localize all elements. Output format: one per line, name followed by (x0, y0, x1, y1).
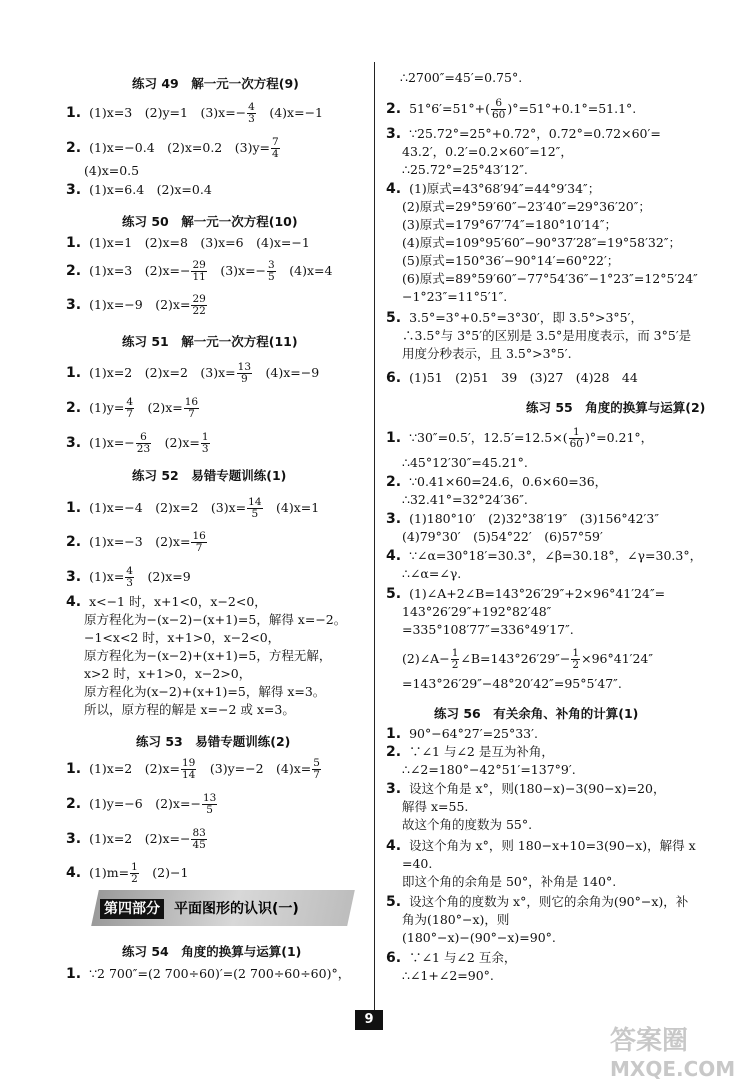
answer-51-2: 2. (1)y= $\frac{4}{7}$ (2)x= $\frac{16}{7}$ (66, 396, 199, 420)
answer-55-2-line2: ∴32.41°=32°24′36″. (402, 492, 528, 507)
answer-54-3: 3. ∵25.72°=25°+0.72°，0.72°=0.72×60′= (386, 126, 661, 142)
answer-49-2-cont: (4)x=0.5 (84, 163, 140, 178)
answer-52-4-line4: 原方程化为−(x−2)+(x+1)=5，方程无解， (84, 648, 332, 663)
answer-52-4: 4. x<−1 时，x+1<0，x−2<0， (66, 594, 267, 610)
answer-56-4-line2: =40. (402, 856, 433, 871)
answer-54-4-line3: (3)原式=179°67′74″=180°10′14″； (402, 217, 618, 232)
answer-52-4-line7: 所以，原方程的解是 x=−2 或 x=3。 (84, 702, 295, 717)
watermark-url: MXQE.COM (610, 1057, 736, 1081)
answer-52-4-line2: 原方程化为−(x−2)−(x+1)=5，解得 x=−2。 (84, 612, 347, 627)
answer-55-3-line2: (4)79°30′ (5)54°22′ (6)57°59′ (402, 529, 603, 544)
answer-49-2: 2. (1)x=−0.4 (2)x=0.2 (3)y= $\frac{7}{4}$ (66, 136, 279, 160)
exercise-49-heading: 练习 49 解一元一次方程(9) (132, 76, 299, 91)
answer-55-4-line2: ∴∠α=∠γ. (402, 566, 462, 581)
answer-50-2: 2. (1)x=3 (2)x=− $\frac{29}{11}$ (3)x=− $\frac{3}{5}$ (4)x=4 (66, 259, 333, 283)
answer-56-3-line3: 故这个角的度数为 55°. (402, 817, 533, 832)
answer-52-3: 3. (1)x= $\frac{4}{3}$ (2)x=9 (66, 565, 191, 589)
answer-53-4: 4. (1)m= $\frac{1}{2}$ (2)−1 (66, 861, 189, 885)
part-title: 平面图形的认识(一) (174, 901, 299, 917)
answer-52-2: 2. (1)x=−3 (2)x= $\frac{16}{7}$ (66, 530, 206, 554)
answer-54-4-line4: (4)原式=109°95′60″−90°37′28″=19°58′32″； (402, 235, 682, 250)
watermark (610, 1020, 735, 1081)
answer-54-4-line7: −1°23″=11°5′1″. (402, 289, 508, 304)
answer-52-4-line3: −1<x<2 时，x+1>0，x−2<0， (84, 630, 281, 645)
answer-54-6: 6. (1)51 (2)51 39 (3)27 (4)28 44 (386, 370, 638, 386)
answer-49-1: 1. (1)x=3 (2)y=1 (3)x=− $\frac{4}{3}$ (4)x=−1 (66, 101, 323, 125)
answer-55-2: 2. ∵0.41×60=24.6，0.6×60=36， (386, 474, 608, 490)
answer-56-3: 3. 设这个角是 x°，则(180−x)−3(90−x)=20， (386, 781, 666, 797)
column-divider (374, 62, 375, 1022)
left-column (0, 0, 372, 1073)
exercise-56-heading: 练习 56 有关余角、补角的计算(1) (434, 706, 639, 721)
answer-54-1: 1. ∵2 700″=(2 700÷60)′=(2 700÷60÷60)°， (66, 966, 351, 982)
answer-55-5-part2: (2)∠A− $\frac{1}{2}$ ∠B=143°26′29″− $\frac{1}{2}$ ×96°41′24″ (402, 647, 654, 671)
answer-54-5: 5. 3.5°=3°+0.5°=3°30′，即 3.5°>3°5′， (386, 310, 643, 326)
answer-54-1-cont: ∴2700″=45′=0.75°. (400, 70, 523, 85)
right-column (378, 0, 750, 1073)
answer-53-2: 2. (1)y=−6 (2)x=− $\frac{13}{5}$ (66, 792, 217, 816)
answer-56-5-line2: 角为(180°−x)，则 (402, 912, 510, 927)
answer-55-1-line2: ∴45°12′30″=45.21°. (402, 455, 528, 470)
answer-51-3: 3. (1)x=− $\frac{6}{23}$ (2)x= $\frac{1}{3}$ (66, 431, 209, 455)
answer-53-1: 1. (1)x=2 (2)x= $\frac{19}{14}$ (3)y=−2 (4)x= $\frac{5}{7}$ (66, 757, 320, 781)
answer-55-5-part2-line2: =143°26′29″−48°20′42″=95°5′47″. (402, 676, 622, 691)
answer-53-3: 3. (1)x=2 (2)x=− $\frac{83}{45}$ (66, 827, 206, 851)
answer-56-4-line3: 即这个角的余角是 50°，补角是 140°. (402, 874, 617, 889)
exercise-50-heading: 练习 50 解一元一次方程(10) (122, 214, 298, 229)
answer-56-1: 1. 90°−64°27′=25°33′. (386, 726, 538, 742)
answer-56-3-line2: 解得 x=55. (402, 799, 469, 814)
answer-56-2-line2: ∴∠2=180°−42°51′=137°9′. (402, 762, 576, 777)
answer-56-5: 5. 设这个角的度数为 x°，则它的余角为(90°−x)，补 (386, 894, 689, 910)
answer-52-4-line6: 原方程化为(x−2)+(x+1)=5，解得 x=3。 (84, 684, 326, 699)
answer-56-4: 4. 设这个角为 x°，则 180−x+10=3(90−x)，解得 x (386, 838, 696, 854)
part-banner (100, 898, 299, 918)
exercise-54-heading: 练习 54 角度的换算与运算(1) (122, 944, 302, 959)
answer-55-5: 5. (1)∠A+2∠B=143°26′29″+2×96°41′24″= (386, 586, 666, 602)
exercise-52-heading: 练习 52 易错专题训练(1) (132, 468, 287, 483)
answer-54-4-line2: (2)原式=29°59′60″−23′40″=29°36′20″； (402, 199, 651, 214)
answer-54-5-line3: 用度分秒表示，且 3.5°>3°5′. (402, 346, 572, 361)
exercise-51-heading: 练习 51 解一元一次方程(11) (122, 334, 298, 349)
answer-54-3-line3: ∴25.72°=25°43′12″. (402, 162, 528, 177)
answer-55-4: 4. ∵∠α=30°18′=30.3°，∠β=30.18°，∠γ=30.3°， (386, 548, 703, 564)
answer-55-5-line3: =335°108′77″=336°49′17″. (402, 622, 574, 637)
answer-54-4: 4. (1)原式=43°68′94″=44°9′34″； (386, 181, 601, 197)
exercise-55-heading: 练习 55 角度的换算与运算(2) (526, 400, 706, 415)
answer-56-6-line2: ∴∠1+∠2=90°. (402, 968, 494, 983)
part-number: 第四部分 (100, 899, 164, 919)
answer-52-1: 1. (1)x=−4 (2)x=2 (3)x= $\frac{14}{5}$ (4)x=1 (66, 496, 320, 520)
answer-54-5-line2: ∴3.5°与 3°5′的区别是 3.5°是用度表示，而 3°5′是 (402, 328, 692, 343)
answer-56-5-line3: (180°−x)−(90°−x)=90°. (402, 930, 556, 945)
answer-52-4-line5: x>2 时，x+1>0，x−2>0， (84, 666, 252, 681)
answer-55-5-line2: 143°26′29″+192°82′48″ (402, 604, 552, 619)
answer-55-3: 3. (1)180°10′ (2)32°38′19″ (3)156°42′3″ (386, 511, 659, 527)
answer-54-3-line2: 43.2′，0.2′=0.2×60″=12″， (402, 144, 573, 159)
answer-54-4-line5: (5)原式=150°36′−90°14′=60°22′； (402, 253, 620, 268)
answer-50-3: 3. (1)x=−9 (2)x= $\frac{29}{22}$ (66, 293, 206, 317)
answer-56-2: 2. ∵∠1 与∠2 是互为补角， (386, 744, 554, 760)
answer-51-1: 1. (1)x=2 (2)x=2 (3)x= $\frac{13}{9}$ (4)x=−9 (66, 361, 320, 385)
answer-54-2: 2. 51°6′=51°+( $\frac{6}{60}$ )°=51°+0.1°=51.1°. (386, 97, 637, 121)
exercise-53-heading: 练习 53 易错专题训练(2) (136, 734, 291, 749)
answer-49-3: 3. (1)x=6.4 (2)x=0.4 (66, 182, 212, 198)
answer-56-6: 6. ∵∠1 与∠2 互余， (386, 950, 517, 966)
watermark-logo: 答案圈 (610, 1026, 689, 1056)
answer-54-4-line6: (6)原式=89°59′60″−77°54′36″−1°23″=12°5′24″ (402, 271, 698, 286)
answer-50-1: 1. (1)x=1 (2)x=8 (3)x=6 (4)x=−1 (66, 235, 310, 251)
page-number: 9 (355, 1010, 383, 1030)
answer-55-1: 1. ∵30″=0.5′，12.5′=12.5×( $\frac{1}{60}$ )°=0.21°， (386, 426, 654, 450)
